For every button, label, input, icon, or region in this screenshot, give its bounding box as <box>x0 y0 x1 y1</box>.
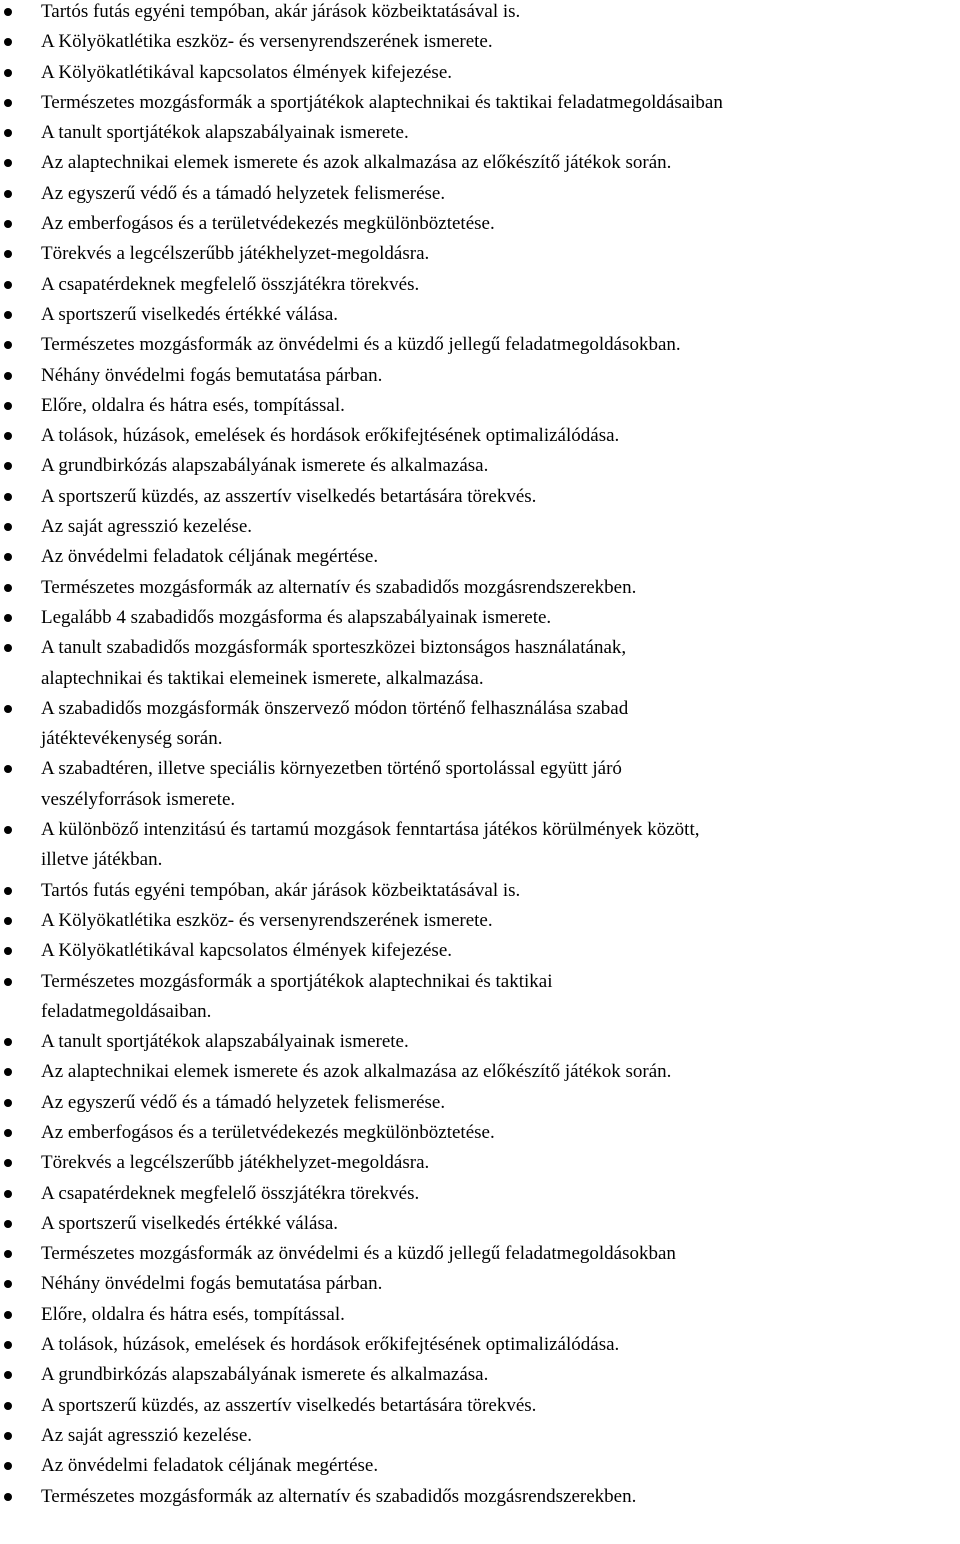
bullet-icon <box>4 947 12 955</box>
list-item-text: A sportszerű küzdés, az asszertív viselkedés betartására törekvés. <box>41 485 537 507</box>
bullet-icon <box>4 462 12 470</box>
list-item <box>0 1451 960 1481</box>
bullet-icon <box>4 1250 12 1258</box>
bullet-icon <box>4 705 12 713</box>
list-item <box>0 148 960 178</box>
list-item <box>0 1209 960 1239</box>
list-item-text: Természetes mozgásformák a sportjátékok alaptechnikai és taktikai <box>41 970 553 992</box>
list-item <box>0 603 960 633</box>
list-item-text: A sportszerű viselkedés értékké válása. <box>41 303 339 325</box>
list-item <box>0 1179 960 1209</box>
bullet-icon <box>4 1311 12 1319</box>
list-item <box>0 1148 960 1178</box>
list-item <box>0 1360 960 1390</box>
list-item <box>0 815 960 876</box>
bullet-icon <box>4 190 12 198</box>
list-item <box>0 1391 960 1421</box>
list-item-text-continued: illetve játékban. <box>41 849 163 871</box>
list-item-text: A Kölyökatlétikával kapcsolatos élmények kifejezése. <box>41 61 452 83</box>
bullet-icon <box>4 38 12 46</box>
bullet-icon <box>4 917 12 925</box>
list-item <box>0 300 960 330</box>
bullet-icon <box>4 281 12 289</box>
list-item-text: Az saját agresszió kezelése. <box>41 1424 253 1446</box>
bullet-icon <box>4 341 12 349</box>
bullet-icon <box>4 159 12 167</box>
list-item-text: Legalább 4 szabadidős mozgásforma és alapszabályainak ismerete. <box>41 606 552 628</box>
bullet-icon <box>4 99 12 107</box>
list-item <box>0 1300 960 1330</box>
bullet-icon <box>4 432 12 440</box>
bullet-icon <box>4 887 12 895</box>
list-item-text: A szabadidős mozgásformák önszervező módon történő felhasználása szabad <box>41 697 629 719</box>
list-item <box>0 1239 960 1269</box>
list-item <box>0 633 960 694</box>
bullet-icon <box>4 402 12 410</box>
list-item-text: A tanult sportjátékok alapszabályainak ismerete. <box>41 122 409 144</box>
list-item-text: A grundbirkózás alapszabályának ismerete és alkalmazása. <box>41 1364 489 1386</box>
list-item <box>0 754 960 815</box>
bullet-icon <box>4 1402 12 1410</box>
list-item-text-continued: játéktevékenység során. <box>41 728 223 750</box>
list-item-text: A különböző intenzitású és tartamú mozgások fenntartása játékos körülmények között, <box>41 819 700 841</box>
list-item <box>0 88 960 118</box>
list-item-text: Az egyszerű védő és a támadó helyzetek felismerése. <box>41 182 446 204</box>
list-item <box>0 573 960 603</box>
bullet-icon <box>4 614 12 622</box>
list-item-text: Néhány önvédelmi fogás bemutatása párban. <box>41 364 383 386</box>
list-item <box>0 179 960 209</box>
list-item-text: A tanult sportjátékok alapszabályainak ismerete. <box>41 1031 409 1053</box>
list-item <box>0 1057 960 1087</box>
list-item-text: Előre, oldalra és hátra esés, tompítással. <box>41 1303 345 1325</box>
list-item <box>0 0 960 27</box>
bullet-icon <box>4 1462 12 1470</box>
bullet-icon <box>4 1371 12 1379</box>
list-item-text: Az alaptechnikai elemek ismerete és azok alkalmazása az előkészítő játékok során. <box>41 152 672 174</box>
list-item-text: Tartós futás egyéni tempóban, akár járások közbeiktatásával is. <box>41 1 521 22</box>
list-item <box>0 27 960 57</box>
list-item <box>0 239 960 269</box>
bullet-icon <box>4 1038 12 1046</box>
list-item <box>0 1421 960 1451</box>
bullet-icon <box>4 584 12 592</box>
bullet-icon <box>4 978 12 986</box>
bullet-icon <box>4 8 12 16</box>
list-item-text: Az önvédelmi feladatok céljának megértése. <box>41 1455 379 1477</box>
list-item <box>0 209 960 239</box>
bullet-icon <box>4 311 12 319</box>
list-item <box>0 58 960 88</box>
bullet-icon <box>4 372 12 380</box>
list-item-text: A csapatérdeknek megfelelő összjátékra törekvés. <box>41 1182 420 1204</box>
list-item-text: Törekvés a legcélszerűbb játékhelyzet-megoldásra. <box>41 1152 430 1174</box>
list-item-text: Törekvés a legcélszerűbb játékhelyzet-megoldásra. <box>41 243 430 265</box>
list-item <box>0 906 960 936</box>
list-item <box>0 876 960 906</box>
list-item-text: Tartós futás egyéni tempóban, akár járások közbeiktatásával is. <box>41 879 521 901</box>
list-item-text-continued: veszélyforrások ismerete. <box>41 788 236 810</box>
bullet-icon <box>4 1068 12 1076</box>
list-item <box>0 967 960 1028</box>
bullet-icon <box>4 250 12 258</box>
bullet-icon <box>4 1099 12 1107</box>
list-item-text: A tolások, húzások, emelések és hordások erőkifejtésének optimalizálódása. <box>41 1334 620 1356</box>
bullet-icon <box>4 553 12 561</box>
bullet-icon <box>4 1129 12 1137</box>
list-item-text: Az saját agresszió kezelése. <box>41 516 253 538</box>
list-item-text: Előre, oldalra és hátra esés, tompítással. <box>41 394 345 416</box>
list-item <box>0 421 960 451</box>
list-item-text: A sportszerű küzdés, az asszertív viselkedés betartására törekvés. <box>41 1394 537 1416</box>
bullet-icon <box>4 523 12 531</box>
list-item-text: A grundbirkózás alapszabályának ismerete és alkalmazása. <box>41 455 489 477</box>
list-item-text: Az emberfogásos és a területvédekezés megkülönböztetése. <box>41 213 495 235</box>
list-item-text: A szabadtéren, illetve speciális környezetben történő sportolással együtt járó <box>41 758 622 780</box>
bullet-icon <box>4 493 12 501</box>
bullet-icon <box>4 1159 12 1167</box>
list-item <box>0 118 960 148</box>
list-item-text: A tolások, húzások, emelések és hordások erőkifejtésének optimalizálódása. <box>41 425 620 447</box>
list-item-text-continued: feladatmegoldásaiban. <box>41 1000 212 1022</box>
bullet-icon <box>4 765 12 773</box>
list-item <box>0 482 960 512</box>
list-item-text: Az egyszerű védő és a támadó helyzetek felismerése. <box>41 1091 446 1113</box>
list-item <box>0 1330 960 1360</box>
list-item <box>0 451 960 481</box>
list-item-text: Természetes mozgásformák az alternatív és szabadidős mozgásrendszerekben. <box>41 576 637 598</box>
list-item-text-continued: alaptechnikai és taktikai elemeinek ismerete, alkalmazása. <box>41 667 484 689</box>
bullet-icon <box>4 1493 12 1501</box>
list-item-text: Természetes mozgásformák az önvédelmi és a küzdő jellegű feladatmegoldásokban. <box>41 334 681 356</box>
bullet-icon <box>4 1341 12 1349</box>
list-item <box>0 361 960 391</box>
list-item-text: Természetes mozgásformák az önvédelmi és a küzdő jellegű feladatmegoldásokban <box>41 1243 676 1265</box>
bullet-icon <box>4 1220 12 1228</box>
list-item <box>0 270 960 300</box>
bullet-icon <box>4 644 12 652</box>
bullet-icon <box>4 1432 12 1440</box>
list-item <box>0 694 960 755</box>
list-item-text: Az alaptechnikai elemek ismerete és azok alkalmazása az előkészítő játékok során. <box>41 1061 672 1083</box>
list-item-text: Az önvédelmi feladatok céljának megértése. <box>41 546 379 568</box>
list-item <box>0 1088 960 1118</box>
list-item-text: A tanult szabadidős mozgásformák sporteszközei biztonságos használatának, <box>41 637 627 659</box>
bullet-icon <box>4 220 12 228</box>
list-item-text: A Kölyökatlétika eszköz- és versenyrendszerének ismerete. <box>41 909 493 931</box>
list-item <box>0 1269 960 1299</box>
list-item-text: A csapatérdeknek megfelelő összjátékra törekvés. <box>41 273 420 295</box>
list-item <box>0 330 960 360</box>
list-item-text: A sportszerű viselkedés értékké válása. <box>41 1212 339 1234</box>
bullet-icon <box>4 1190 12 1198</box>
list-item <box>0 936 960 966</box>
bullet-icon <box>4 1280 12 1288</box>
list-item <box>0 512 960 542</box>
list-item-text: A Kölyökatlétikával kapcsolatos élmények kifejezése. <box>41 940 452 962</box>
bullet-icon <box>4 69 12 77</box>
list-item <box>0 1118 960 1148</box>
bullet-icon <box>4 826 12 834</box>
list-item-text: A Kölyökatlétika eszköz- és versenyrendszerének ismerete. <box>41 31 493 53</box>
list-item-text: Néhány önvédelmi fogás bemutatása párban. <box>41 1273 383 1295</box>
list-item <box>0 391 960 421</box>
list-item-text: Az emberfogásos és a területvédekezés megkülönböztetése. <box>41 1121 495 1143</box>
list-item <box>0 542 960 572</box>
list-item-text: Természetes mozgásformák a sportjátékok alaptechnikai és taktikai feladatmegoldásaiban <box>41 91 723 113</box>
list-item <box>0 1482 960 1512</box>
list-item <box>0 1027 960 1057</box>
list-item-text: Természetes mozgásformák az alternatív és szabadidős mozgásrendszerekben. <box>41 1485 637 1507</box>
bullet-icon <box>4 129 12 137</box>
